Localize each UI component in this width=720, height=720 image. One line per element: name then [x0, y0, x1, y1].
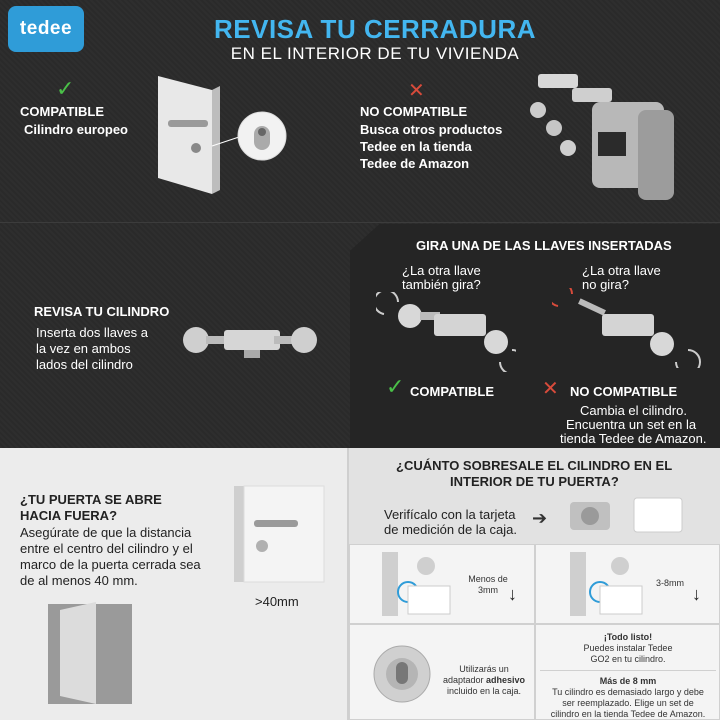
page-subtitle: EN EL INTERIOR DE TU VIVIENDA	[230, 44, 520, 63]
check-cylinder-line: lados del cilindro	[36, 357, 133, 372]
key-turns-ok-illustration	[376, 292, 516, 372]
door-open-illustration	[40, 596, 140, 706]
distance-label: >40mm	[255, 594, 299, 609]
ready-line: GO2 en tu cilindro.	[590, 654, 666, 664]
key-head	[291, 327, 317, 353]
door-handle	[168, 120, 208, 127]
door-handle	[254, 520, 298, 527]
lock-cylinder	[191, 143, 201, 153]
measurement-card	[408, 586, 450, 614]
adapter-line: adaptador	[442, 675, 487, 685]
too-long-line: cilindro en la tienda Tedee de Amazon.	[550, 709, 706, 719]
turn-advice-line: Encuentra un set en la	[566, 417, 697, 432]
logo-text: tedee	[19, 18, 73, 39]
adapter-text	[436, 664, 532, 697]
rotate-arrow-icon	[552, 288, 572, 306]
ready-text	[538, 632, 718, 665]
result-divider	[540, 670, 716, 671]
measuring-card-illustration	[568, 496, 688, 540]
check-icon: ✓	[386, 374, 405, 399]
arrow-down-icon: ↓	[692, 584, 701, 604]
too-long-text	[538, 676, 718, 720]
door-panel	[244, 486, 324, 582]
check-cylinder-title: REVISA TU CILINDRO	[34, 304, 170, 319]
ready-title: ¡Todo listo!	[603, 632, 653, 642]
protrude-title: INTERIOR DE TU PUERTA?	[450, 474, 619, 489]
protrude-check: Verifícalo con la tarjeta	[384, 507, 516, 522]
rosette-part	[530, 102, 546, 118]
door-out-line: marco de la puerta cerrada sea	[20, 557, 201, 572]
cylinder-body	[434, 314, 486, 336]
question-right: no gira?	[582, 277, 629, 292]
rotate-arrow-icon	[676, 350, 700, 368]
turn-advice-line: Cambia el cilindro.	[580, 403, 687, 418]
arrow-down-icon: ↓	[508, 584, 517, 604]
not-compatible-line: Busca otros productos	[360, 122, 503, 137]
less-than-line: Menos de	[468, 574, 508, 584]
other-locks-illustration	[512, 66, 692, 206]
page-title: REVISA TU CERRADURA	[214, 14, 536, 44]
protrude-title: ¿CUÁNTO SOBRESALE EL CILINDRO EN EL	[396, 458, 673, 473]
rotate-arrow-icon	[376, 292, 398, 314]
cross-icon: ✕	[542, 378, 559, 400]
too-long-line: Tu cilindro es demasiado largo y debe	[552, 687, 704, 697]
cylinder-two-keys-illustration	[180, 318, 320, 364]
door-out-title: HACIA FUERA?	[20, 508, 118, 523]
adapter-emphasis: adhesivo	[486, 675, 526, 685]
adapter-line: incluido en la caja.	[446, 686, 522, 696]
door-edge	[212, 86, 220, 194]
cylinder-part	[572, 88, 612, 102]
turn-compatible-label: COMPATIBLE	[410, 384, 495, 399]
compatible-text: Cilindro europeo	[24, 122, 128, 137]
cross-icon: ✕	[408, 80, 425, 102]
turn-key-title: GIRA UNA DE LAS LLAVES INSERTADAS	[416, 238, 672, 253]
range-label: 3-8mm	[656, 578, 685, 588]
not-compatible-line: Tedee en la tienda	[360, 139, 472, 154]
door-out-line: entre el centro del cilindro y el	[20, 541, 193, 556]
turn-not-compatible-label: NO COMPATIBLE	[570, 384, 678, 399]
key-head	[183, 327, 209, 353]
question-left: también gira?	[402, 277, 481, 292]
arrow-right-icon: ➔	[532, 508, 548, 528]
door-out-title: ¿TU PUERTA SE ABRE	[20, 492, 162, 507]
compatible-label: COMPATIBLE	[20, 104, 105, 119]
check-cylinder-line: la vez en ambos	[36, 341, 131, 356]
check-cylinder-line: Inserta dos llaves a	[36, 325, 149, 340]
question-left: ¿La otra llave	[402, 263, 481, 278]
too-long-line: ser reemplazado. Elige un set de	[562, 698, 694, 708]
door-cylinder-illustration	[150, 72, 300, 198]
range-illustration	[566, 548, 656, 622]
door-front	[158, 76, 212, 194]
cylinder-body	[602, 314, 654, 336]
door-handle-illustration	[230, 484, 328, 584]
measurement-card	[634, 498, 682, 532]
door-out-line: de al menos 40 mm.	[20, 573, 138, 588]
rotate-arrow-icon	[500, 350, 516, 372]
cylinder-body	[224, 330, 280, 350]
open-door	[60, 602, 96, 704]
less-than-line: 3mm	[478, 585, 498, 595]
lock-cylinder	[256, 540, 268, 552]
ready-line: Puedes instalar Tedee	[583, 643, 673, 653]
door-frame	[234, 486, 244, 582]
too-long-title: Más de 8 mm	[599, 676, 657, 686]
less-than-label	[464, 574, 512, 596]
adapter-line: Utilizarás un	[459, 664, 509, 674]
question-right: ¿La otra llave	[582, 263, 661, 278]
cylinder-part	[538, 74, 578, 88]
section-divider	[0, 222, 720, 223]
not-compatible-label: NO COMPATIBLE	[360, 104, 468, 119]
adapter-illustration	[368, 640, 436, 710]
door-out-line: Asegúrate de que la distancia	[20, 525, 192, 540]
key-turns-bad-illustration	[552, 288, 702, 368]
not-compatible-line: Tedee de Amazon	[360, 156, 470, 171]
measurement-card	[600, 586, 642, 614]
turn-advice-line: tienda Tedee de Amazon.	[560, 431, 707, 446]
less-than-illustration	[378, 548, 468, 622]
check-icon: ✓	[56, 76, 75, 101]
protrude-check: de medición de la caja.	[384, 522, 517, 537]
